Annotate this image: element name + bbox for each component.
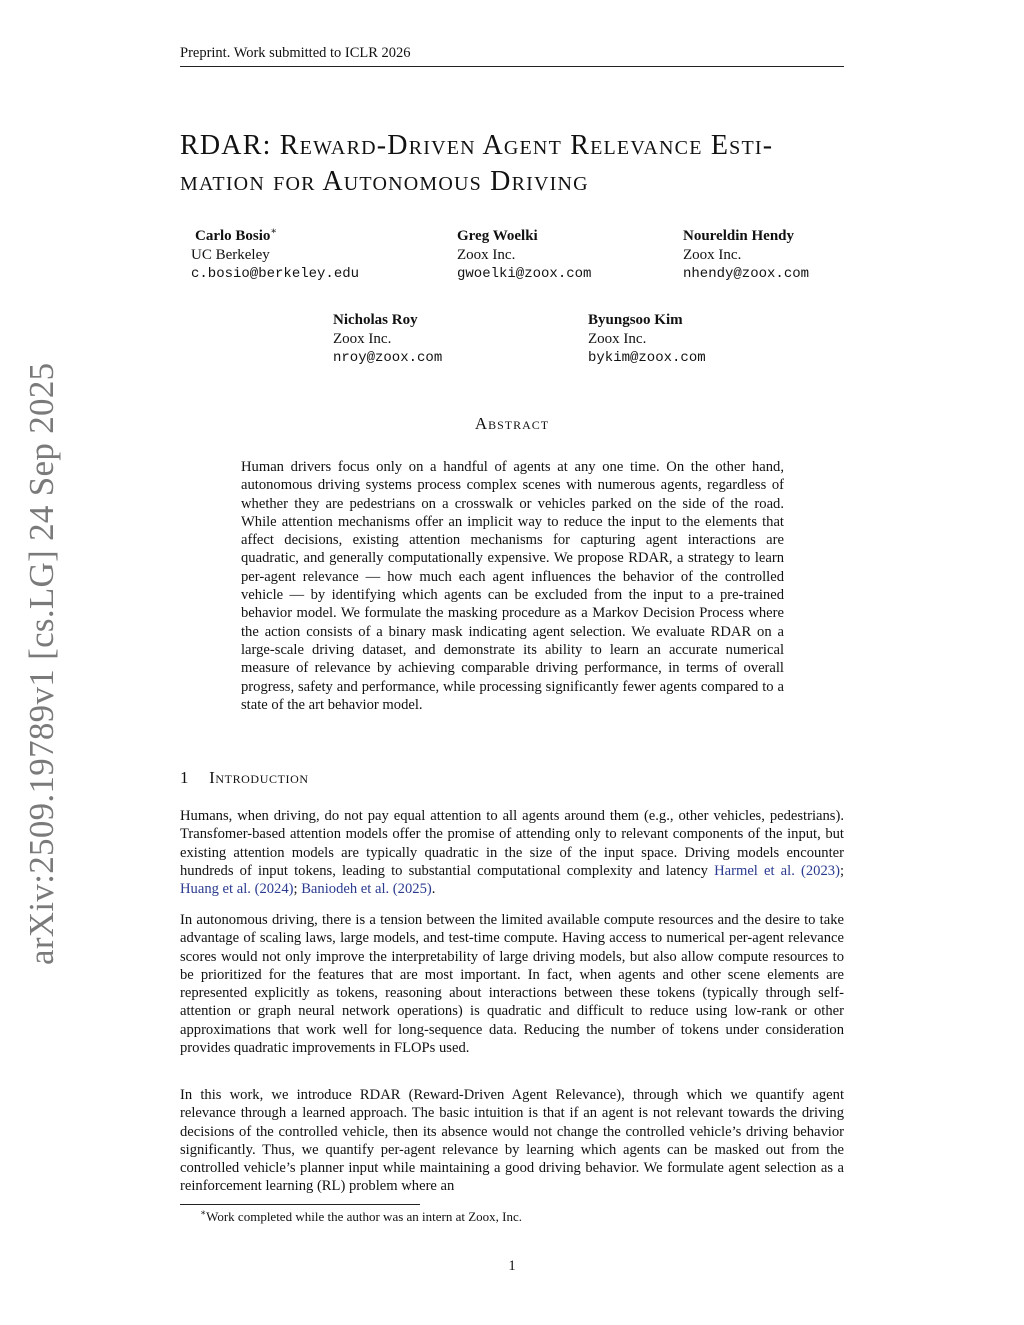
page-number: 1: [508, 1258, 516, 1274]
section-title: Introduction: [209, 768, 309, 787]
author-affiliation: Zoox Inc.: [333, 331, 392, 347]
section-heading-introduction: [180, 768, 309, 788]
author-email[interactable]: nroy@zoox.com: [333, 350, 443, 366]
author-block: [457, 227, 591, 284]
author-affiliation: Zoox Inc.: [457, 247, 516, 263]
author-name: Byungsoo Kim: [588, 312, 683, 328]
footnote-text: Work completed while the author was an intern at Zoox, Inc.: [206, 1209, 523, 1224]
intro-paragraph-3: In this work, we introduce RDAR (Reward-Driven Agent Relevance), through which we quantify agent relevance through a learned approach. The basic intuition is that if an agent is not relevant towards the driving decisions of the controlled vehicle, then its absence would not change the controlled vehicle’s driving behavior significantly. Thus, we quantify per-agent relevance by learning which agents can be masked out from the controlled vehicle’s planner input while maintaining a good driving behavior. We formulate agent selection as a reinforcement learning (RL) problem where an: [180, 1087, 844, 1195]
author-block: [683, 227, 809, 284]
arxiv-identifier-stamp[interactable]: arXiv:2509.19789v1 [cs.LG] 24 Sep 2025: [22, 362, 61, 965]
author-footnote-marker: ∗: [270, 226, 278, 237]
author-email[interactable]: bykim@zoox.com: [588, 350, 706, 366]
author-name: Greg Woelki: [457, 228, 538, 244]
paper-title: RDAR: Reward-Driven Agent Relevance Esti- mation for Autonomous Driving: [180, 130, 774, 197]
abstract-text: Human drivers focus only on a handful of agents at any one time. On the other hand, autonomous driving systems process complex scenes with numerous agents, regardless of whether they are pedestrians on a crosswalk or vehicles parked on the side of the road. While attention mechanisms offer an implicit way to reduce the input to the elements that affect decisions, existing attention mechanisms for capturing agent interactions are quadratic, and generally computationally expensive. We propose RDAR, a strategy to learn per-agent relevance — how much each agent influences the behavior of the controlled vehicle — by identifying which agents can be excluded from the input to a pre-trained behavior model. We formulate the masking procedure as a Markov Decision Process where the action consists of a binary mask indicating agent selection. We evaluate RDAR on a large-scale driving dataset, and demonstrate its ability to learn an accurate numerical measure of relevance by achieving comparable driving performance, in terms of overall progress, safety and performance, while processing significantly fewer agents compared to a state of the art behavior model.: [241, 459, 784, 713]
footnote-divider: [180, 1204, 420, 1205]
section-number: 1: [180, 768, 190, 787]
author-block: [333, 311, 442, 368]
citation-link[interactable]: Harmel et al. (2023): [714, 862, 840, 879]
author-name: Noureldin Hendy: [683, 228, 794, 244]
footnote-marker: ∗: [200, 1207, 207, 1218]
author-email[interactable]: gwoelki@zoox.com: [457, 266, 592, 282]
author-affiliation: Zoox Inc.: [683, 247, 742, 263]
author-name: Nicholas Roy: [333, 312, 418, 328]
intro-paragraph-2: In autonomous driving, there is a tension between the limited available compute resources and the desire to take advantage of scaling laws, large models, and test-time compute. Having access to numerical per-agent relevance scores would not only improve the interpretability of large driving models, but also allow compute resources to be prioritized for the features that are most important. In fact, when agents and other scene elements are represented explicitly as tokens, reasoning about interactions between these tokens (typically through self-attention or graph neural network operations) is quadratic and difficult to reduce using low-rank or other approximations that work well for long-sequence data. Reducing the number of tokens under consideration provides quadratic improvements in FLOPs used.: [180, 912, 844, 1057]
citation-link[interactable]: Huang et al. (2024): [180, 881, 294, 898]
footnote: [200, 1209, 522, 1225]
author-block: [191, 226, 360, 284]
author-email[interactable]: c.bosio@berkeley.edu: [191, 266, 360, 282]
author-block: [588, 311, 706, 368]
author-name: Carlo Bosio∗: [195, 226, 278, 244]
citation-link[interactable]: Baniodeh et al. (2025): [301, 881, 432, 898]
author-email[interactable]: nhendy@zoox.com: [683, 266, 810, 282]
intro-paragraph-1: Humans, when driving, do not pay equal attention to all agents around them (e.g., other vehicles, pedestrians). Transfomer-based attention models offer the promise of attending only to relevant components of the input, but existing attention models are typically quadratic in the size of the input space. Driving models encounter hundreds of input tokens, leading to substantial computational complexity and latency Harmel et al. (2023); Huang et al. (2024); Baniodeh et al. (2025).: [180, 808, 844, 898]
abstract-heading: Abstract: [474, 414, 550, 433]
running-header: Preprint. Work submitted to ICLR 2026: [180, 44, 844, 67]
author-affiliation: UC Berkeley: [191, 247, 270, 263]
author-affiliation: Zoox Inc.: [588, 331, 647, 347]
